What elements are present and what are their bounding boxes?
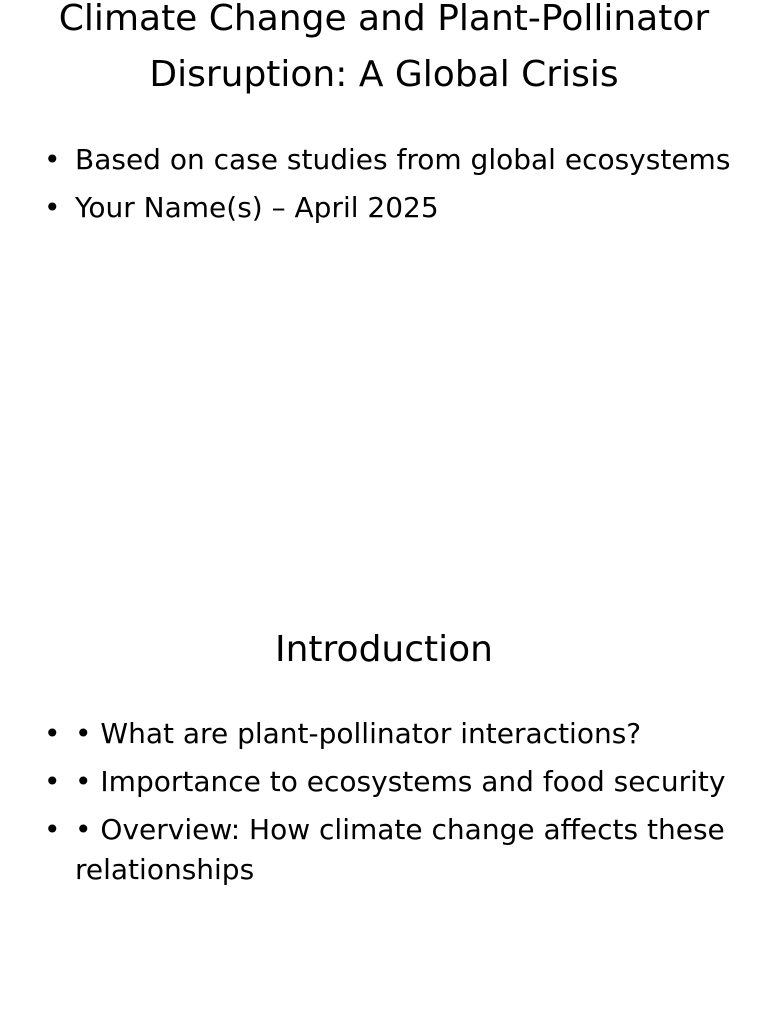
bullet-icon: • <box>44 813 61 846</box>
bullet-icon: • <box>44 191 61 224</box>
list-item <box>44 810 734 890</box>
bullet-text: Based on case studies from global ecosystems <box>75 143 731 176</box>
bullet-icon: • <box>44 717 61 750</box>
bullet-text: • What are plant-pollinator interactions? <box>75 717 642 750</box>
bullet-list <box>44 714 734 898</box>
list-item <box>44 714 734 754</box>
bullet-icon: • <box>44 143 61 176</box>
slide-title: Climate Change and Plant-Pollinator Disruption: A Global Crisis <box>58 0 710 95</box>
bullet-text: Your Name(s) – April 2025 <box>75 191 439 224</box>
bullet-text: • Importance to ecosystems and food security <box>75 765 726 798</box>
slide-title: Introduction <box>274 629 493 670</box>
list-item <box>44 188 734 228</box>
slide-2 <box>0 512 768 1024</box>
list-item <box>44 762 734 802</box>
bullet-text: • Overview: How climate change affects these relationships <box>75 813 725 886</box>
bullet-list <box>44 140 734 236</box>
list-item <box>44 140 734 180</box>
bullet-icon: • <box>44 765 61 798</box>
